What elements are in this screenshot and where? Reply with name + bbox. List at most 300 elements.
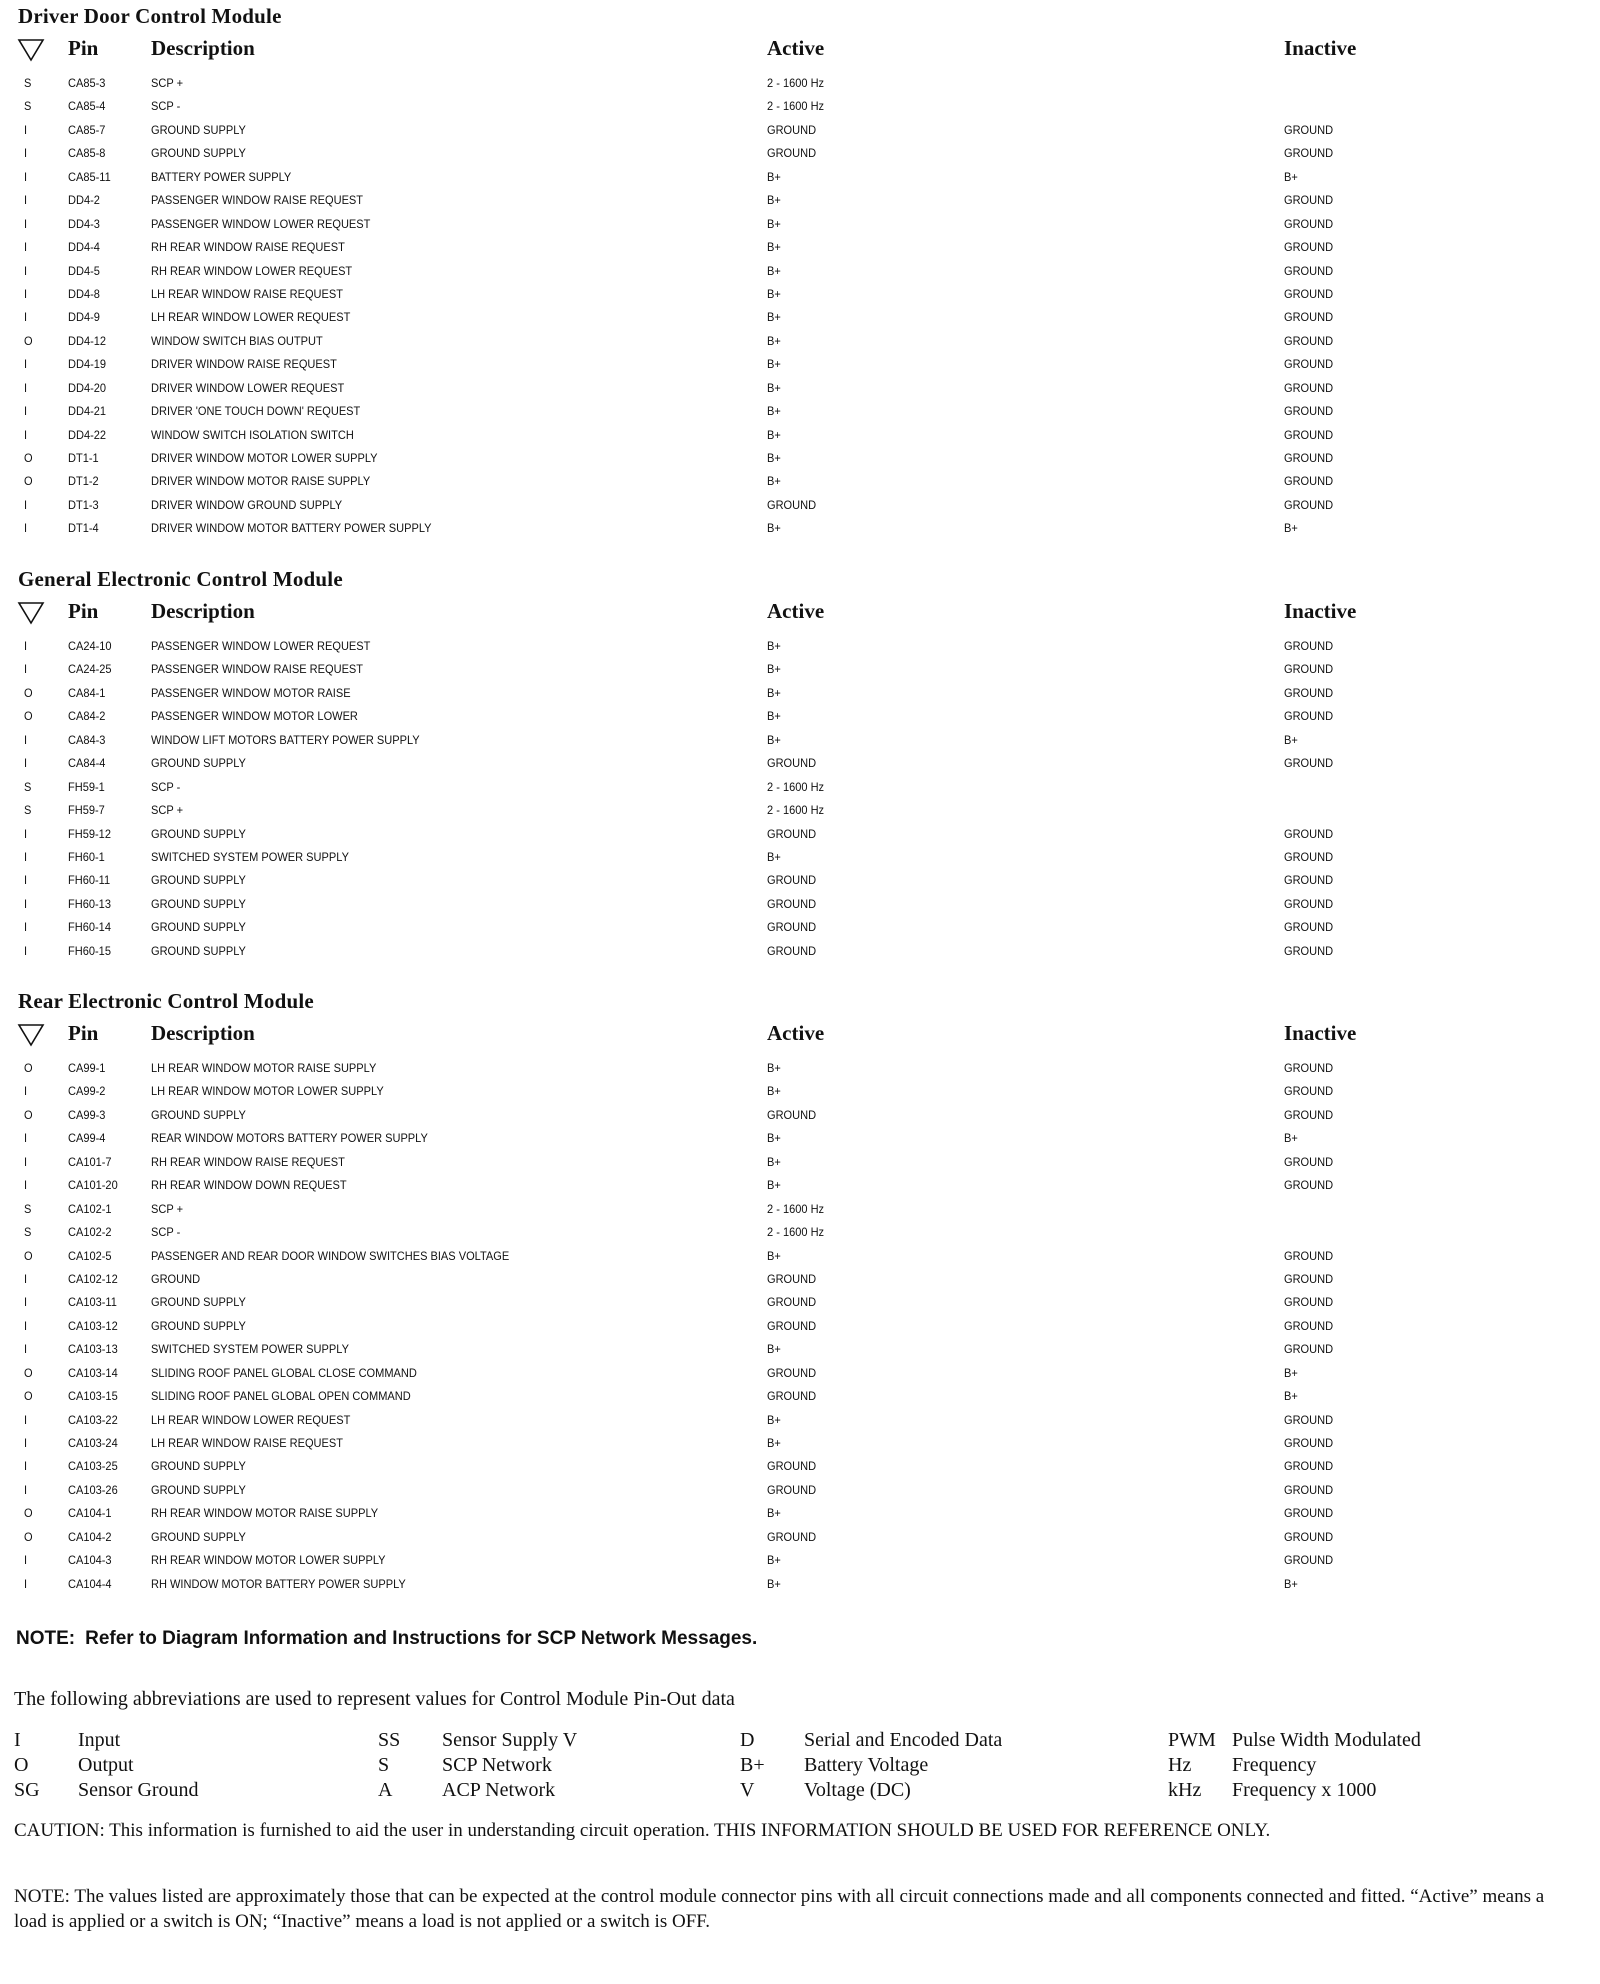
cell-pin: CA103-13 [68, 1342, 118, 1357]
cell-inactive: GROUND [1284, 943, 1334, 958]
table-row [0, 684, 1600, 707]
cell-active: B+ [767, 1248, 781, 1263]
table-row [0, 1200, 1600, 1223]
cell-pin: CA102-12 [68, 1271, 118, 1286]
section-title: General Electronic Control Module [18, 567, 343, 591]
cell-description: SCP + [151, 76, 184, 90]
table-row [0, 191, 1600, 214]
cell-active: 2 - 1600 Hz [767, 99, 825, 114]
table-row [0, 1293, 1600, 1316]
cell-pin: FH59-12 [68, 826, 111, 841]
cell-inactive: GROUND [1284, 1178, 1334, 1193]
cell-inactive: GROUND [1284, 639, 1334, 653]
cell-type: I [24, 1342, 28, 1357]
header-description: Description [151, 36, 255, 60]
header-pin: Pin [68, 1021, 99, 1045]
note-text: Refer to Diagram Information and Instructions for SCP Network Messages. [85, 1628, 758, 1649]
cell-type: I [24, 122, 28, 137]
cell-pin: CA104-1 [68, 1506, 112, 1521]
cell-inactive: GROUND [1284, 1295, 1334, 1310]
table-row [0, 355, 1600, 378]
cell-inactive: GROUND [1284, 1506, 1334, 1521]
cell-pin: CA103-15 [68, 1389, 118, 1404]
table-row [0, 660, 1600, 683]
cell-active: B+ [767, 357, 781, 372]
cell-inactive: GROUND [1284, 497, 1334, 512]
abbreviation-code: D [740, 1729, 755, 1751]
abbreviation-code: Hz [1168, 1754, 1192, 1776]
cell-active: B+ [767, 1084, 781, 1099]
cell-active: B+ [767, 1576, 781, 1591]
cell-type: O [24, 1061, 33, 1075]
cell-pin: DD4-5 [68, 263, 100, 278]
cell-active: B+ [767, 263, 781, 278]
abbreviation-code: SG [14, 1779, 40, 1801]
cell-active: GROUND [767, 1318, 817, 1333]
table-row [0, 895, 1600, 918]
cell-description: GROUND SUPPLY [151, 1318, 246, 1333]
cell-description: RH REAR WINDOW LOWER REQUEST [151, 263, 353, 278]
cell-description: GROUND SUPPLY [151, 920, 246, 935]
abbreviation-meaning: Sensor Ground [78, 1779, 199, 1801]
cell-active: 2 - 1600 Hz [767, 803, 825, 818]
table-row [0, 1129, 1600, 1152]
cell-type: I [24, 286, 28, 301]
cell-inactive: GROUND [1284, 357, 1334, 372]
cell-pin: DD4-22 [68, 427, 107, 442]
cell-pin: CA99-1 [68, 1061, 106, 1075]
cell-inactive: B+ [1284, 732, 1298, 747]
table-row [0, 168, 1600, 191]
cell-pin: FH60-13 [68, 896, 111, 911]
cell-type: I [24, 826, 28, 841]
table-row [0, 1223, 1600, 1246]
cell-type: S [24, 76, 32, 90]
cell-description: RH REAR WINDOW MOTOR LOWER SUPPLY [151, 1553, 386, 1568]
abbreviation-code: B+ [740, 1754, 765, 1776]
cell-description: GROUND SUPPLY [151, 122, 246, 137]
cell-description: PASSENGER WINDOW RAISE REQUEST [151, 662, 364, 677]
table-row [0, 1575, 1600, 1598]
cell-active: 2 - 1600 Hz [767, 76, 825, 90]
cell-pin: DD4-8 [68, 286, 100, 301]
cell-inactive: GROUND [1284, 1553, 1334, 1568]
abbreviation-meaning: Battery Voltage [804, 1754, 929, 1776]
cell-active: B+ [767, 521, 781, 536]
cell-type: I [24, 943, 28, 958]
scp-note [16, 1628, 757, 1650]
cell-active: GROUND [767, 943, 817, 958]
cell-description: GROUND SUPPLY [151, 896, 246, 911]
cell-description: DRIVER WINDOW MOTOR RAISE SUPPLY [151, 474, 371, 489]
cell-description: RH REAR WINDOW MOTOR RAISE SUPPLY [151, 1506, 379, 1521]
table-row [0, 215, 1600, 238]
table-row [0, 238, 1600, 261]
cell-pin: FH60-11 [68, 873, 111, 888]
cell-active: 2 - 1600 Hz [767, 779, 825, 794]
cell-type: I [24, 310, 28, 325]
table-row [0, 97, 1600, 120]
abbreviation-code: S [378, 1754, 390, 1776]
abbreviation-code: V [740, 1779, 755, 1801]
cell-description: GROUND [151, 1271, 201, 1286]
cell-pin: DD4-3 [68, 216, 100, 231]
cell-pin: FH60-1 [68, 849, 105, 864]
cell-inactive: GROUND [1284, 873, 1334, 888]
cell-pin: CA103-12 [68, 1318, 118, 1333]
cell-type: O [24, 685, 33, 700]
cell-description: RH WINDOW MOTOR BATTERY POWER SUPPLY [151, 1576, 406, 1591]
cell-active: GROUND [767, 1365, 817, 1380]
cell-active: B+ [767, 709, 781, 724]
cell-active: B+ [767, 1436, 781, 1450]
table-row [0, 1457, 1600, 1480]
cell-active: B+ [767, 380, 781, 395]
cell-description: WINDOW SWITCH ISOLATION SWITCH [151, 427, 354, 442]
table-row [0, 1247, 1600, 1270]
cell-description: GROUND SUPPLY [151, 1295, 246, 1310]
cell-inactive: GROUND [1284, 286, 1334, 301]
cell-type: O [24, 474, 33, 489]
cell-active: B+ [767, 849, 781, 864]
header-active: Active [767, 599, 825, 623]
cell-description: GROUND SUPPLY [151, 1482, 246, 1497]
cell-active: GROUND [767, 920, 817, 935]
cell-description: DRIVER WINDOW RAISE REQUEST [151, 357, 337, 372]
cell-description: PASSENGER WINDOW LOWER REQUEST [151, 216, 371, 231]
cell-inactive: GROUND [1284, 1459, 1334, 1474]
table-row [0, 1153, 1600, 1176]
cell-inactive: GROUND [1284, 849, 1334, 864]
table-row [0, 308, 1600, 331]
cell-description: SCP - [151, 1225, 181, 1240]
cell-pin: CA84-1 [68, 685, 106, 700]
cell-inactive: GROUND [1284, 240, 1334, 255]
cell-description: REAR WINDOW MOTORS BATTERY POWER SUPPLY [151, 1131, 428, 1146]
cell-active: B+ [767, 216, 781, 231]
cell-type: O [24, 1389, 33, 1404]
cell-active: B+ [767, 1506, 781, 1521]
cell-type: I [24, 1154, 28, 1169]
cell-active: B+ [767, 1342, 781, 1357]
table-row [0, 1106, 1600, 1129]
cell-active: B+ [767, 1412, 781, 1427]
table-row [0, 426, 1600, 449]
table-header [0, 36, 1600, 66]
cell-inactive: B+ [1284, 169, 1298, 184]
cell-type: I [24, 521, 28, 536]
header-inactive: Inactive [1284, 1021, 1357, 1045]
cell-inactive: GROUND [1284, 1342, 1334, 1357]
cell-description: LH REAR WINDOW MOTOR RAISE SUPPLY [151, 1061, 377, 1075]
cell-inactive: GROUND [1284, 404, 1334, 419]
cell-inactive: GROUND [1284, 216, 1334, 231]
cell-pin: FH59-7 [68, 803, 105, 818]
cell-type: O [24, 1506, 33, 1521]
cell-active: GROUND [767, 1271, 817, 1286]
table-body [0, 1059, 1600, 1598]
table-row [0, 144, 1600, 167]
cell-active: B+ [767, 427, 781, 442]
cell-pin: CA103-26 [68, 1482, 118, 1497]
cell-pin: CA103-14 [68, 1365, 118, 1380]
table-row [0, 121, 1600, 144]
cell-description: BATTERY POWER SUPPLY [151, 169, 292, 184]
cell-inactive: GROUND [1284, 146, 1334, 161]
table-row [0, 1434, 1600, 1457]
cell-description: PASSENGER WINDOW RAISE REQUEST [151, 193, 364, 208]
cell-active: B+ [767, 193, 781, 208]
cell-inactive: GROUND [1284, 380, 1334, 395]
triangle-down-icon [17, 601, 45, 625]
header-pin: Pin [68, 36, 99, 60]
cell-active: B+ [767, 1553, 781, 1568]
table-row [0, 801, 1600, 824]
cell-type: I [24, 1576, 28, 1591]
cell-type: I [24, 357, 28, 372]
table-row [0, 778, 1600, 801]
cell-pin: CA85-11 [68, 169, 111, 184]
cell-inactive: GROUND [1284, 709, 1334, 724]
cell-active: GROUND [767, 1107, 817, 1122]
table-row [0, 731, 1600, 754]
abbreviations-intro: The following abbreviations are used to represent values for Control Module Pin-Out data [14, 1688, 735, 1710]
cell-inactive: GROUND [1284, 193, 1334, 208]
values-note: NOTE: The values listed are approximately those that can be expected at the control module connector pins with all circuit connections made and all components connected and fitted. “Active” means a load is applied or a switch is ON; “Inactive” means a load is not applied or a switch is OFF. [14, 1886, 1545, 1932]
cell-active: B+ [767, 333, 781, 348]
cell-description: WINDOW SWITCH BIAS OUTPUT [151, 333, 323, 348]
cell-type: I [24, 263, 28, 278]
cell-type: I [24, 849, 28, 864]
cell-description: GROUND SUPPLY [151, 1107, 246, 1122]
cell-pin: DD4-20 [68, 380, 107, 395]
cell-active: GROUND [767, 1482, 817, 1497]
abbreviation-code: kHz [1168, 1779, 1202, 1801]
cell-pin: DT1-4 [68, 521, 99, 536]
cell-description: DRIVER WINDOW MOTOR BATTERY POWER SUPPLY [151, 521, 432, 536]
cell-pin: CA84-2 [68, 709, 106, 724]
caution-text: CAUTION: This information is furnished to aid the user in understanding circuit operation. THIS INFORMATION SHOULD BE USED FOR REFERENCE ONLY. [14, 1820, 1271, 1841]
cell-inactive: GROUND [1284, 1271, 1334, 1286]
cell-description: WINDOW LIFT MOTORS BATTERY POWER SUPPLY [151, 732, 420, 747]
cell-pin: CA24-10 [68, 639, 112, 653]
cell-inactive: B+ [1284, 1365, 1298, 1380]
cell-pin: CA104-4 [68, 1576, 112, 1591]
table-body [0, 74, 1600, 543]
cell-type: O [24, 333, 33, 348]
table-row [0, 825, 1600, 848]
cell-description: PASSENGER WINDOW MOTOR LOWER [151, 709, 358, 724]
cell-pin: CA84-3 [68, 732, 106, 747]
cell-description: DRIVER 'ONE TOUCH DOWN' REQUEST [151, 404, 361, 419]
abbreviation-meaning: Voltage (DC) [804, 1779, 911, 1801]
cell-active: B+ [767, 286, 781, 301]
cell-active: B+ [767, 1178, 781, 1193]
cell-pin: CA99-2 [68, 1084, 106, 1099]
abbreviation-code: SS [378, 1729, 401, 1751]
cell-inactive: GROUND [1284, 333, 1334, 348]
cell-active: GROUND [767, 896, 817, 911]
cell-inactive: GROUND [1284, 1529, 1334, 1544]
header-active: Active [767, 1021, 825, 1045]
cell-type: I [24, 497, 28, 512]
cell-pin: CA102-1 [68, 1201, 112, 1216]
cell-description: LH REAR WINDOW RAISE REQUEST [151, 286, 343, 301]
cell-description: PASSENGER AND REAR DOOR WINDOW SWITCHES BIAS VOLTAGE [151, 1248, 510, 1263]
cell-type: S [24, 1201, 32, 1216]
note-lead: NOTE: [16, 1628, 76, 1649]
triangle-down-icon [17, 1023, 45, 1047]
cell-description: PASSENGER WINDOW MOTOR RAISE [151, 685, 351, 700]
cell-description: GROUND SUPPLY [151, 826, 246, 841]
cell-pin: DD4-21 [68, 404, 107, 419]
cell-type: O [24, 1248, 33, 1263]
table-row [0, 1364, 1600, 1387]
cell-inactive: B+ [1284, 1576, 1298, 1591]
cell-pin: DD4-4 [68, 240, 100, 255]
cell-description: SWITCHED SYSTEM POWER SUPPLY [151, 1342, 349, 1357]
abbreviation-code: I [14, 1729, 21, 1751]
cell-description: GROUND SUPPLY [151, 1529, 246, 1544]
cell-type: S [24, 99, 32, 114]
cell-pin: DD4-9 [68, 310, 100, 325]
cell-inactive: GROUND [1284, 685, 1334, 700]
cell-type: I [24, 404, 28, 419]
cell-inactive: GROUND [1284, 756, 1334, 771]
table-row [0, 1317, 1600, 1340]
abbreviation-meaning: ACP Network [442, 1779, 556, 1801]
cell-active: B+ [767, 732, 781, 747]
cell-active: GROUND [767, 1459, 817, 1474]
cell-description: GROUND SUPPLY [151, 1459, 246, 1474]
cell-inactive: GROUND [1284, 427, 1334, 442]
cell-inactive: GROUND [1284, 451, 1334, 465]
cell-inactive: GROUND [1284, 1412, 1334, 1427]
cell-inactive: GROUND [1284, 1107, 1334, 1122]
cell-type: I [24, 1459, 28, 1474]
cell-description: SLIDING ROOF PANEL GLOBAL OPEN COMMAND [151, 1389, 411, 1404]
cell-type: I [24, 873, 28, 888]
cell-description: GROUND SUPPLY [151, 756, 246, 771]
cell-inactive: GROUND [1284, 1318, 1334, 1333]
cell-inactive: B+ [1284, 1131, 1298, 1146]
cell-inactive: GROUND [1284, 1248, 1334, 1263]
cell-inactive: GROUND [1284, 122, 1334, 137]
cell-description: GROUND SUPPLY [151, 873, 246, 888]
cell-description: RH REAR WINDOW DOWN REQUEST [151, 1178, 347, 1193]
cell-inactive: GROUND [1284, 474, 1334, 489]
cell-inactive: GROUND [1284, 662, 1334, 677]
cell-type: I [24, 1318, 28, 1333]
cell-type: I [24, 1412, 28, 1427]
cell-active: B+ [767, 451, 781, 465]
cell-type: O [24, 709, 33, 724]
cell-pin: CA103-25 [68, 1459, 118, 1474]
table-row [0, 918, 1600, 941]
table-row [0, 74, 1600, 97]
table-row [0, 1551, 1600, 1574]
cell-pin: CA99-4 [68, 1131, 106, 1146]
table-row [0, 379, 1600, 402]
cell-type: S [24, 1225, 32, 1240]
cell-active: GROUND [767, 756, 817, 771]
cell-description: RH REAR WINDOW RAISE REQUEST [151, 1154, 345, 1169]
cell-pin: DT1-1 [68, 451, 99, 465]
cell-description: DRIVER WINDOW MOTOR LOWER SUPPLY [151, 451, 378, 465]
cell-type: I [24, 639, 28, 653]
table-row [0, 1059, 1600, 1082]
cell-type: O [24, 1529, 33, 1544]
abbreviation-meaning: Serial and Encoded Data [804, 1729, 1003, 1751]
cell-pin: DT1-2 [68, 474, 99, 489]
table-row [0, 285, 1600, 308]
cell-pin: CA85-3 [68, 76, 106, 90]
cell-type: I [24, 146, 28, 161]
cell-description: GROUND SUPPLY [151, 146, 246, 161]
table-row [0, 519, 1600, 542]
table-row [0, 754, 1600, 777]
cell-type: I [24, 756, 28, 771]
cell-type: I [24, 732, 28, 747]
cell-type: O [24, 1107, 33, 1122]
cell-type: I [24, 193, 28, 208]
cell-active: B+ [767, 404, 781, 419]
cell-inactive: GROUND [1284, 1482, 1334, 1497]
cell-description: SCP + [151, 803, 184, 818]
cell-pin: DD4-19 [68, 357, 107, 372]
cell-pin: CA104-3 [68, 1553, 112, 1568]
header-active: Active [767, 36, 825, 60]
cell-type: I [24, 1131, 28, 1146]
cell-inactive: GROUND [1284, 1084, 1334, 1099]
cell-active: B+ [767, 1061, 781, 1075]
cell-inactive: GROUND [1284, 826, 1334, 841]
cell-type: I [24, 216, 28, 231]
abbreviation-meaning: Frequency x 1000 [1232, 1779, 1377, 1801]
abbreviation-meaning: Output [78, 1754, 134, 1776]
cell-pin: CA85-7 [68, 122, 106, 137]
cell-pin: DD4-2 [68, 193, 100, 208]
cell-type: O [24, 1365, 33, 1380]
cell-type: S [24, 779, 32, 794]
abbreviation-meaning: Sensor Supply V [442, 1729, 578, 1751]
cell-type: I [24, 1553, 28, 1568]
cell-pin: DT1-3 [68, 497, 99, 512]
cell-description: DRIVER WINDOW LOWER REQUEST [151, 380, 345, 395]
abbreviation-meaning: Pulse Width Modulated [1232, 1729, 1421, 1751]
cell-description: GROUND SUPPLY [151, 943, 246, 958]
header-pin: Pin [68, 599, 99, 623]
cell-inactive: GROUND [1284, 1154, 1334, 1169]
table-header [0, 1021, 1600, 1051]
abbreviation-code: A [378, 1779, 393, 1801]
cell-type: I [24, 896, 28, 911]
table-row [0, 637, 1600, 660]
cell-description: SLIDING ROOF PANEL GLOBAL CLOSE COMMAND [151, 1365, 417, 1380]
cell-active: B+ [767, 1154, 781, 1169]
cell-active: B+ [767, 662, 781, 677]
cell-active: 2 - 1600 Hz [767, 1225, 825, 1240]
table-row [0, 1387, 1600, 1410]
table-row [0, 848, 1600, 871]
cell-inactive: B+ [1284, 521, 1298, 536]
table-row [0, 871, 1600, 894]
table-row [0, 1481, 1600, 1504]
cell-type: I [24, 240, 28, 255]
table-row [0, 942, 1600, 965]
cell-type: I [24, 169, 28, 184]
cell-type: O [24, 451, 33, 465]
